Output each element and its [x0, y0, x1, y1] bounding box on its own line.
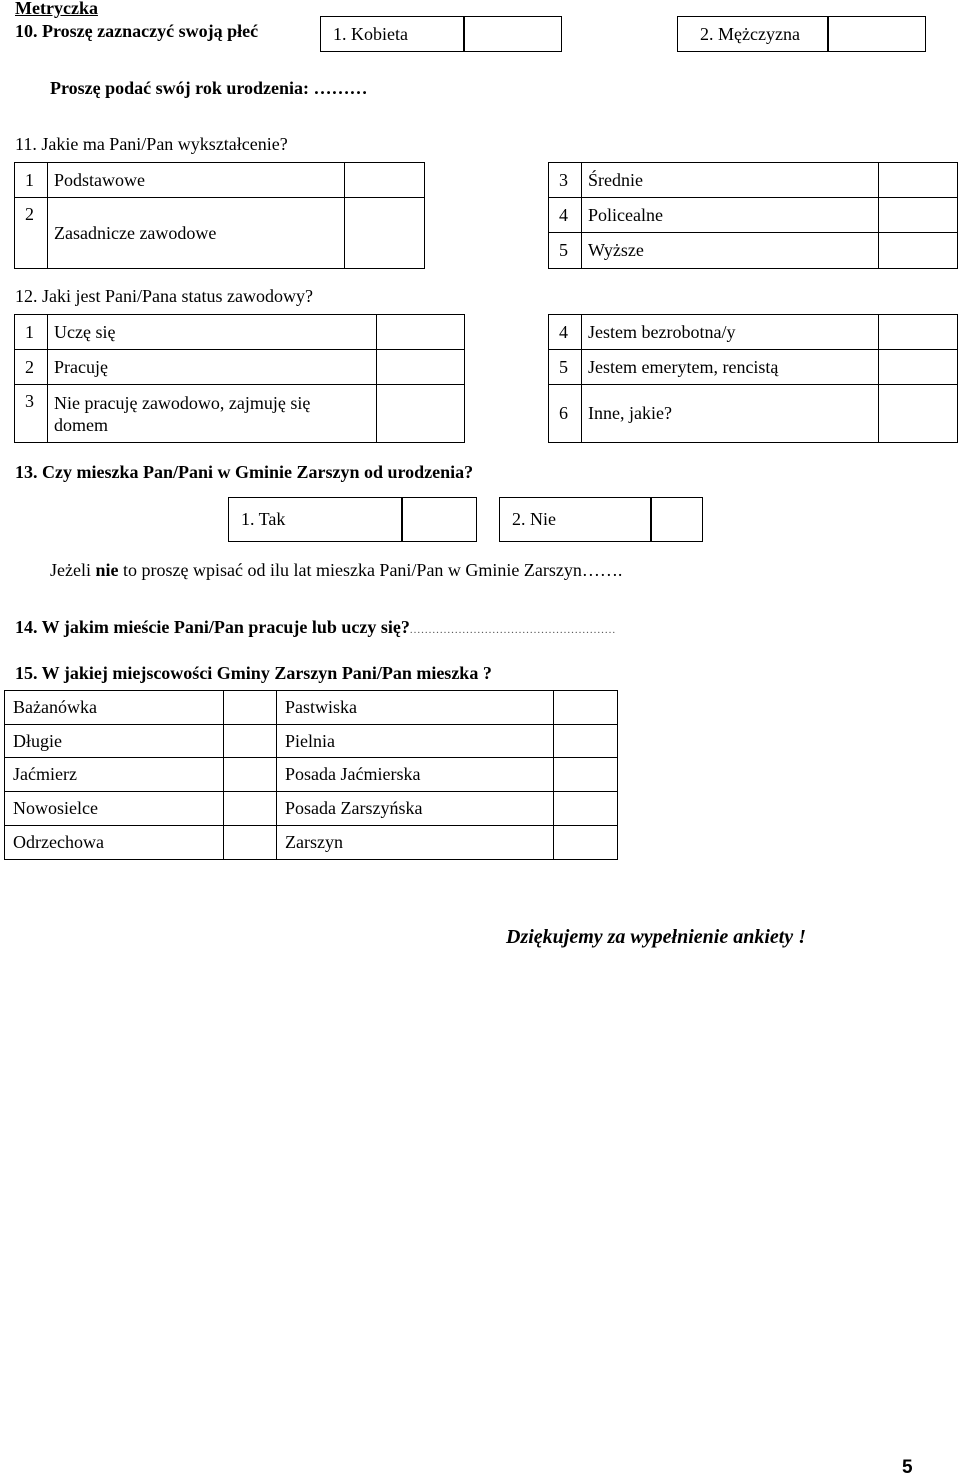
q15-checkbox[interactable]: [554, 725, 618, 758]
q11-option-num: 5: [549, 233, 582, 269]
q15-locality-label: Nowosielce: [5, 792, 224, 826]
q12-option-label-line1: Nie pracuję zawodowo, zajmuję się: [54, 392, 311, 413]
q15-locality-label: Zarszyn: [277, 826, 554, 860]
q15-checkbox[interactable]: [224, 826, 277, 860]
q15-locality-label: Bażanówka: [5, 691, 224, 725]
q14-label: 14. W jakim mieście Pani/Pan pracuje lub uczy się?: [15, 617, 410, 637]
q12-option-label-line2: domem: [54, 414, 108, 435]
q12-option-label: Jestem bezrobotna/y: [582, 315, 879, 350]
q11-option-num: 4: [549, 198, 582, 233]
page-number: 5: [902, 1457, 913, 1478]
q11-option-label: Zasadnicze zawodowe: [48, 198, 345, 269]
q12-checkbox-6[interactable]: [879, 385, 958, 443]
q15-locality-label: Posada Zarszyńska: [277, 792, 554, 826]
birth-year-label: Proszę podać swój rok urodzenia: ………: [50, 78, 368, 98]
q13-followup-pre: Jeżeli: [50, 560, 96, 580]
q13-no-option[interactable]: [499, 497, 703, 542]
q15-checkbox[interactable]: [224, 792, 277, 826]
section-title: Metryczka: [15, 0, 98, 18]
q12-option-label-multiline: [48, 385, 377, 443]
gender-male-label: 2. Mężczyzna: [700, 23, 800, 44]
q11-option-num: 3: [549, 163, 582, 198]
q13-label: 13. Czy mieszka Pan/Pani w Gminie Zarszyn od urodzenia?: [15, 462, 474, 482]
q12-option-label: Inne, jakie?: [582, 385, 879, 443]
q11-checkbox-5[interactable]: [879, 233, 958, 269]
q11-option-label: Podstawowe: [48, 163, 345, 198]
q11-right-table: [548, 162, 958, 269]
q12-checkbox-1[interactable]: [377, 315, 465, 350]
q15-checkbox[interactable]: [224, 691, 277, 725]
q11-checkbox-3[interactable]: [879, 163, 958, 198]
q12-option-label: Jestem emerytem, rencistą: [582, 350, 879, 385]
q12-option-label: Uczę się: [48, 315, 377, 350]
gender-female-option[interactable]: [320, 16, 562, 52]
q15-locality-label: Pielnia: [277, 725, 554, 758]
q11-option-label: Średnie: [582, 163, 879, 198]
q15-checkbox[interactable]: [554, 826, 618, 860]
q11-option-num: 1: [15, 163, 48, 198]
q12-option-num: 5: [549, 350, 582, 385]
q13-followup-bold: nie: [95, 560, 119, 580]
q11-option-label: Policealne: [582, 198, 879, 233]
q14-answer-field[interactable]: .......................................................: [409, 624, 617, 636]
q12-right-table: [548, 314, 958, 443]
q12-option-num: 2: [15, 350, 48, 385]
q12-checkbox-4[interactable]: [879, 315, 958, 350]
q15-checkbox[interactable]: [554, 691, 618, 725]
q15-checkbox[interactable]: [554, 758, 618, 792]
q15-checkbox[interactable]: [224, 758, 277, 792]
thanks-message: Dziękujemy za wypełnienie ankiety !: [506, 926, 806, 948]
q12-option-label: Pracuję: [48, 350, 377, 385]
q15-table: [4, 690, 618, 860]
q13-yes-option[interactable]: [228, 497, 477, 542]
gender-male-option[interactable]: [677, 16, 926, 52]
q11-option-num: 2: [15, 198, 48, 269]
q11-option-label: Wyższe: [582, 233, 879, 269]
q15-checkbox[interactable]: [554, 792, 618, 826]
q12-checkbox-3[interactable]: [377, 385, 465, 443]
q12-left-table: [14, 314, 465, 443]
q12-option-num: 1: [15, 315, 48, 350]
q13-followup: [50, 560, 622, 581]
q12-option-num: 6: [549, 385, 582, 443]
q11-left-table: [14, 162, 425, 269]
gender-female-label: 1. Kobieta: [333, 23, 408, 44]
q15-label: 15. W jakiej miejscowości Gminy Zarszyn Pani/Pan mieszka ?: [15, 663, 492, 683]
q12-label: 12. Jaki jest Pani/Pana status zawodowy?: [15, 286, 313, 306]
q13-no-label: 2. Nie: [512, 509, 556, 529]
q15-locality-label: Długie: [5, 725, 224, 758]
q12-option-num: 4: [549, 315, 582, 350]
q15-locality-label: Odrzechowa: [5, 826, 224, 860]
q15-locality-label: Posada Jaćmierska: [277, 758, 554, 792]
q11-checkbox-4[interactable]: [879, 198, 958, 233]
q11-label: 11. Jakie ma Pani/Pan wykształcenie?: [15, 134, 288, 154]
q15-checkbox[interactable]: [224, 725, 277, 758]
q15-locality-label: Pastwiska: [277, 691, 554, 725]
q15-locality-label: Jaćmierz: [5, 758, 224, 792]
q11-checkbox-1[interactable]: [345, 163, 425, 198]
q13-followup-post: to proszę wpisać od ilu lat mieszka Pani/Pan w Gminie Zarszyn…….: [118, 560, 623, 580]
q10-label: 10. Proszę zaznaczyć swoją płeć: [15, 21, 259, 41]
q12-checkbox-2[interactable]: [377, 350, 465, 385]
q12-option-num: 3: [15, 385, 48, 443]
q12-checkbox-5[interactable]: [879, 350, 958, 385]
q13-yes-label: 1. Tak: [241, 509, 286, 529]
q11-checkbox-2[interactable]: [345, 198, 425, 269]
q14-row: [15, 617, 616, 638]
